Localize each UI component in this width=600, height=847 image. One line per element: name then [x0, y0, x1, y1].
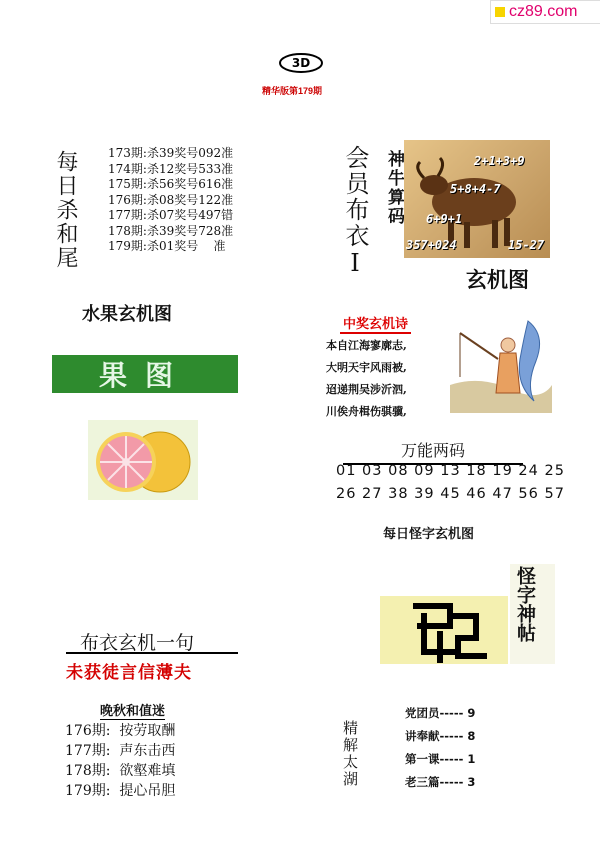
- watermark-square-icon: [495, 7, 505, 17]
- record-row: 176期:杀08奖号122准: [108, 192, 234, 207]
- wanqiu-row: 178期: 欲壑难填: [65, 763, 176, 779]
- fisherman-image: [450, 315, 552, 413]
- buyi-title: 布衣玄机一句: [80, 632, 195, 654]
- wanqiu-title: 晚秋和值迷: [100, 700, 165, 720]
- guaizi-image: [380, 564, 555, 664]
- grapefruit-image: [88, 420, 198, 500]
- poem-line: 迢递荆吴涉沂泗,: [326, 383, 407, 396]
- record-row: 177期:杀07奖号497错: [108, 208, 234, 222]
- wanneng-row-1: 01 03 08 09 13 18 19 24 25: [336, 463, 565, 479]
- ox-line: 15-27: [508, 238, 545, 252]
- site-watermark: [490, 0, 600, 24]
- kill-tail-title: 每日杀和尾: [53, 150, 78, 270]
- kill-tail-records: [108, 146, 233, 255]
- poem-line: 川俟舟楫伤骐骥,: [326, 405, 407, 418]
- poem-title: 中奖玄机诗: [340, 313, 411, 334]
- wanqiu-row: 177期: 声东击西: [65, 743, 176, 759]
- guaizi-title: 每日怪字玄机图: [383, 527, 475, 542]
- record-row: 179期:杀01奖号 准: [108, 239, 226, 253]
- 3d-logo: [278, 52, 324, 74]
- wanqiu-row: 176期: 按劳取酬: [65, 723, 176, 739]
- ox-line: 6+9+1: [426, 212, 463, 226]
- taihu-row: 第一课----- 1: [405, 752, 476, 766]
- fruit-banner-text: 果图: [98, 359, 191, 392]
- ox-line: 5+8+4-7: [450, 182, 501, 196]
- wanneng-title: 万能两码: [343, 438, 523, 465]
- taihu-row: 老三篇----- 3: [405, 775, 476, 789]
- poem-line: 大明天宇风雨被,: [326, 361, 407, 374]
- xuanji-label: 玄机图: [466, 268, 529, 292]
- edition-label: 精华版第179期: [262, 86, 323, 96]
- wanneng-row-2: 26 27 38 39 45 46 47 56 57: [336, 486, 565, 502]
- record-row: 175期:杀56奖号616准: [108, 177, 234, 191]
- guaizi-side-text: 怪字神帖: [514, 566, 536, 642]
- member-title: 会员布衣I: [341, 145, 369, 279]
- buyi-divider: [66, 652, 238, 654]
- member-subtitle: 神牛算码: [384, 150, 404, 226]
- record-row: 173期:杀39奖号092准: [108, 146, 234, 160]
- ox-line: 357+024: [406, 238, 457, 252]
- record-row: 174期:杀12奖号533准: [108, 161, 234, 176]
- ox-line: 2+1+3+9: [474, 154, 525, 168]
- buyi-phrase: 未获徒言信薄夫: [66, 663, 192, 683]
- fruit-title: 水果玄机图: [82, 304, 172, 325]
- taihu-row: 讲奉献----- 8: [405, 729, 476, 743]
- logo-text: 3D: [291, 56, 311, 70]
- poem-lines: [326, 335, 407, 423]
- taihu-title: 精解太湖: [341, 720, 359, 788]
- ox-image: [404, 140, 550, 258]
- fruit-banner: [52, 355, 238, 393]
- watermark-text: cz89.com: [509, 3, 578, 20]
- poem-line: 本自江海寥廓志,: [326, 339, 407, 352]
- record-row: 178期:杀39奖号728准: [108, 223, 234, 238]
- wanqiu-row: 179期: 提心吊胆: [65, 783, 176, 799]
- taihu-row: 党团员----- 9: [405, 706, 476, 720]
